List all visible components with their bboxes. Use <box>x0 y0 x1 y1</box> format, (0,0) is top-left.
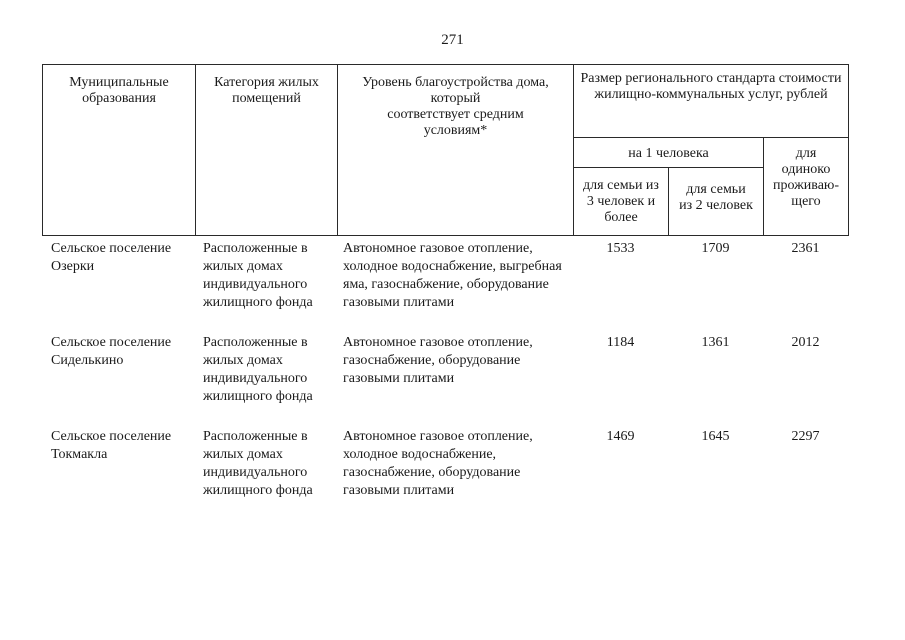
cell-family3: 1184 <box>606 335 635 350</box>
cell-level: Автономное газовое отопление, холодное водоснабжение, выгребная яма, газоснабжение, оборудование газовыми плитами <box>343 241 562 310</box>
table-header <box>42 64 849 236</box>
cell-level: Автономное газовое отопление, газоснабжение, оборудование газовыми плитами <box>343 335 533 386</box>
header-per-person: на 1 человека <box>574 138 764 168</box>
cell-family2: 1645 <box>701 429 730 444</box>
header-category: Категория жилых помещений <box>196 65 338 236</box>
cell-family3: 1533 <box>606 241 635 256</box>
page-number: 271 <box>441 32 464 48</box>
cell-family3: 1469 <box>606 429 635 444</box>
header-municipality: Муниципальные образования <box>43 65 196 236</box>
cell-municipality: Сельское поселение Озерки <box>51 241 172 274</box>
header-level <box>338 65 574 236</box>
cell-category: Расположенные в жилых домах индивидуального жилищного фонда <box>203 429 313 498</box>
cell-municipality: Сельское поселение Сиделькино <box>51 335 172 368</box>
cell-category: Расположенные в жилых домах индивидуального жилищного фонда <box>203 335 313 404</box>
cell-single: 2297 <box>791 429 820 444</box>
cell-category: Расположенные в жилых домах индивидуального жилищного фонда <box>203 241 313 310</box>
cell-municipality: Сельское поселение Токмакла <box>51 429 172 462</box>
header-level-line2: соответствует средним условиям* <box>387 107 524 138</box>
cell-single: 2012 <box>791 335 820 350</box>
header-family3: для семьи из 3 человек и более <box>574 168 669 236</box>
header-standard: Размер регионального стандарта стоимости жилищно-коммунальных услуг, рублей <box>574 65 849 138</box>
cell-level: Автономное газовое отопление, холодное водоснабжение, газоснабжение, оборудование газовыми плитами <box>343 429 533 498</box>
cell-single: 2361 <box>791 241 820 256</box>
header-family2: для семьи из 2 человек <box>669 168 764 236</box>
header-level-line1: Уровень благоустройства дома, который <box>362 75 549 106</box>
table-row <box>42 426 848 520</box>
table-row <box>42 238 848 332</box>
table-row <box>42 332 848 426</box>
table-body <box>42 238 848 520</box>
header-single: для одиноко проживаю-щего <box>764 138 849 236</box>
cell-family2: 1361 <box>701 335 730 350</box>
cell-family2: 1709 <box>701 241 730 256</box>
